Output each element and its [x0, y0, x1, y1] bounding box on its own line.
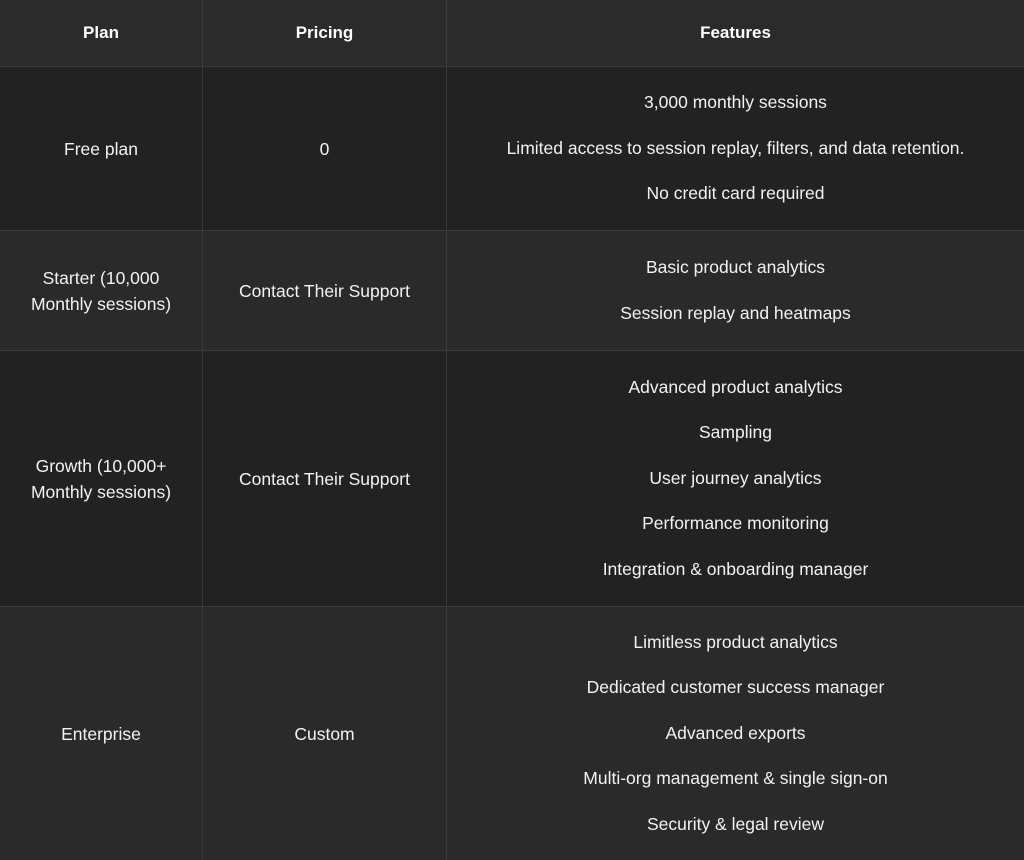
features-cell [447, 351, 1024, 606]
plan-name-cell [0, 67, 203, 230]
column-header-pricing: Pricing [203, 0, 447, 66]
feature-item: Multi-org management & single sign-on [583, 768, 888, 789]
feature-item: Advanced exports [665, 722, 806, 743]
pricing-cell: Contact Their Support [203, 231, 447, 350]
feature-item: User journey analytics [649, 467, 822, 488]
feature-item: Advanced product analytics [628, 376, 843, 397]
table-row-growth [0, 351, 1024, 607]
table-row-starter [0, 231, 1024, 351]
table-row-enterprise [0, 607, 1024, 860]
feature-list [603, 365, 869, 593]
feature-item: No credit card required [646, 183, 825, 204]
plan-name: Starter (10,000 Monthly sessions) [30, 267, 172, 314]
features-cell [447, 67, 1024, 230]
plan-name-cell [0, 351, 203, 606]
features-cell [447, 607, 1024, 860]
features-cell [447, 231, 1024, 350]
feature-item: Session replay and heatmaps [620, 302, 851, 323]
feature-item: Integration & onboarding manager [602, 558, 869, 579]
feature-list [507, 80, 965, 217]
pricing-cell: Custom [203, 607, 447, 860]
column-header-features: Features [700, 23, 771, 42]
feature-item: Sampling [699, 422, 772, 443]
plan-name: Enterprise [61, 723, 141, 744]
feature-item: Security & legal review [646, 813, 825, 834]
feature-item: Basic product analytics [646, 256, 825, 277]
feature-item: 3,000 monthly sessions [644, 92, 827, 113]
feature-list [583, 620, 887, 848]
feature-item: Dedicated customer success manager [586, 677, 885, 698]
feature-item: Performance monitoring [642, 513, 829, 534]
feature-list [620, 245, 851, 336]
table-header-row [0, 0, 1024, 67]
feature-item: Limited access to session replay, filters, and data retention. [506, 137, 965, 158]
plan-name-cell [0, 231, 203, 350]
pricing-cell: 0 [203, 67, 447, 230]
plan-name-cell [0, 607, 203, 860]
plan-name: Growth (10,000+ Monthly sessions) [30, 455, 172, 502]
pricing-cell: Contact Their Support [203, 351, 447, 606]
column-header-plan: Plan [0, 0, 203, 66]
table-row-free-plan [0, 67, 1024, 231]
feature-item: Limitless product analytics [633, 631, 838, 652]
plan-name: Free plan [64, 138, 138, 159]
